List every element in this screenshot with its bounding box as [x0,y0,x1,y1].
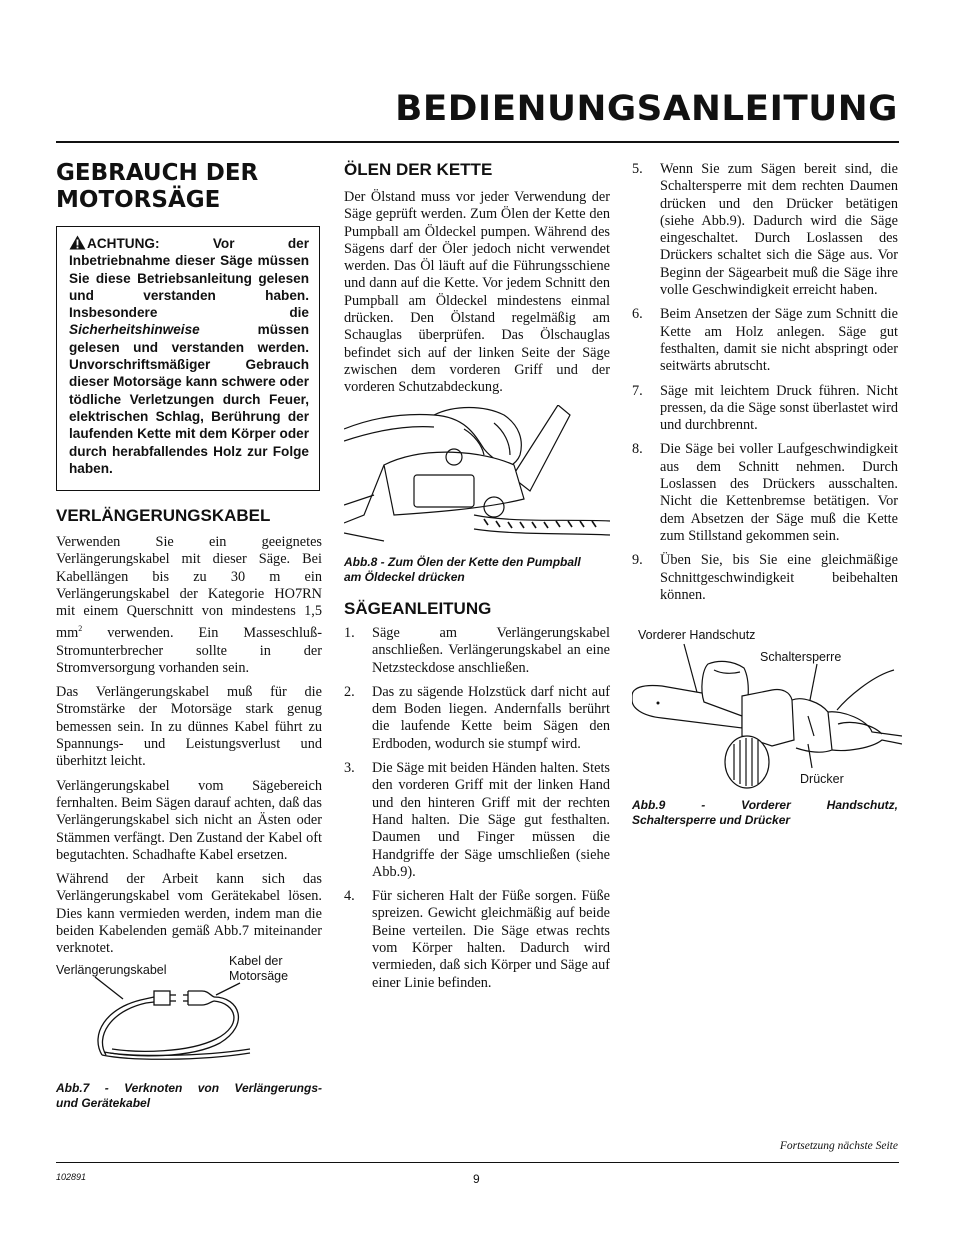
fig7-caption-line-1: Abb.7 - Verknoten von Verlängerungs- [56,1081,322,1095]
step-number: 3. [344,760,355,777]
step-item [632,383,898,435]
step-number: 1. [344,625,355,641]
step-number: 2. [344,683,355,700]
step-number: 5. [632,161,643,177]
fig9-caption-line-1: Abb.9 - Vorderer Handschutz, [632,798,898,812]
step-number: 7. [632,382,643,399]
step-number: 8. [632,441,643,458]
cable-paragraph-1-b: verwenden. Ein Masseschluß-Stromunterbrecher sollte in der Stromversorgung vorhanden sein. [56,625,322,676]
page-title: BEDIENUNGSANLEITUNG [395,89,898,129]
cable-heading: VERLÄNGERUNGSKABEL [56,506,271,525]
saw-steps-continued [632,161,898,611]
fig7-caption [56,1081,322,1111]
section-title-line-1: GEBRAUCH DER [56,160,259,186]
step-number: 4. [344,888,355,905]
step-item [632,552,898,604]
saw-steps-list-continued [632,161,898,604]
oil-heading: ÖLEN DER KETTE [344,160,493,179]
superscript: 2 [78,624,83,634]
fig8-caption [344,555,614,585]
warning-text-main: ACHTUNG: Vor der Inbetriebnahme dieser Säge müssen Sie diese Betriebsanleitung gelesen und verstanden haben. Insbesondere die [69,236,309,321]
fig9-caption [632,798,898,828]
saw-steps-list [344,625,610,992]
step-item [632,441,898,545]
fig7-caption-line-2: und Gerätekabel [56,1096,151,1110]
cable-paragraph-1 [56,534,322,677]
saw-heading: SÄGEANLEITUNG [344,599,492,618]
footer-rule [56,1162,899,1163]
step-item [632,306,898,375]
step-text: Wenn Sie zum Sägen bereit sind, die Schaltersperre mit dem rechten Daumen drücken und den Drücker betätigen (siehe Abb.9). Dadurch wird die Säge eingeschaltet. Durch Loslassen des Drückers schaltet sich die Säge aus. Vor Beginn der Sägearbeit muß die Säge ihre volle Geschwindigkeit erreicht haben. [660,161,898,299]
step-item [632,161,898,299]
step-text: Beim Ansetzen der Säge zum Schnitt die Kette am Holz anlegen. Säge gut festhalten, damit sie nicht abspringt oder seitwärts abrutscht. [660,306,898,375]
header-rule [56,141,899,143]
fig8-caption-line-2: am Öldeckel drücken [344,570,465,584]
step-item [344,888,610,992]
section-title-line-2: MOTORSÄGE [56,187,221,213]
fig7-label-saw-cable-line-1: Kabel der [229,954,283,968]
oil-text: Der Ölstand muss vor jeder Verwendung der Säge geprüft werden. Zum Ölen der Kette den Pumpball am Öldeckel pumpen. Während des Sägens darf der Öler jedoch nicht verwendet werden. Das Öl läuft auf die Führungsschiene und dann auf die Kette. Vor jedem Schnitt den Pumpball am Öldeckel mindestens einmal drücken. Den Ölstand regelmäßig am Schauglas überprüfen. Das Ölschauglas befindet sich auf der linken Seite der Säge zwischen dem vorderen Griff und der vorderen Schutzabdeckung. [344,189,610,396]
step-number: 9. [632,552,643,569]
continued-note: Fortsetzung nächste Seite [779,1140,898,1152]
cable-paragraph-1-a: Verwenden Sie ein geeignetes Verlängerungskabel mit dieser Säge. Bei Kabellängen bis zu 30 m ein Verlängerungskabel der Kategorie HO7RN mit einem Querschnitt von mindestens 1,5 mm [56,534,322,642]
step-text: Für sicheren Halt der Füße sorgen. Füße spreizen. Gewicht gleichmäßig auf beide Beine verteilen. Die Säge etwas rechts vom Körper halten. Dadurch wird vermieden, daß sich Körper und Säge auf einer Linie befinden. [372,888,610,991]
cable-paragraph-4: Während der Arbeit kann sich das Verlängerungskabel vom Gerätekabel lösen. Dies kann vermieden werden, indem man die beiden Kabelenden gemäß Abb.7 miteinander verknotet. [56,871,322,957]
fig7-label-extension-cable: Verlängerungskabel [56,963,167,977]
step-text: Üben Sie, bis Sie eine gleichmäßige Schnittgeschwindigkeit beibehalten können. [660,552,898,603]
cable-knot-illustration [90,975,270,1065]
step-text: Die Säge bei voller Laufgeschwindigkeit aus dem Schnitt nehmen. Durch Loslassen des Drückers ausschalten. Nicht die Kettenbremse betätigen. Vor dem Absetzen der Säge muß die Kette zum Stillstand gekommen sein. [660,441,898,544]
step-number: 6. [632,306,643,323]
step-text: Säge am Verlängerungskabel anschließen. Verlängerungskabel an eine Netzsteckdose anschließen. [372,625,610,676]
warning-text [69,235,309,477]
fig9-caption-line-2: Schaltersperre und Drücker [632,813,791,827]
fig9-label-switch-lock: Schaltersperre [760,650,842,664]
step-item [344,760,610,881]
fig9-label-trigger: Drücker [800,772,844,786]
step-item [344,625,610,677]
warning-text-end: müssen gelesen und verstanden werden. Unvorschriftsmäßiger Gebrauch dieser Motorsäge kann schwere oder tödliche Verletzungen durch Feuer, elektrischen Schlag, Berührung der laufenden Kette mit dem Körper oder durch herabfallendes Holz zur Folge haben. [69,322,309,476]
fig8-caption-line-1: Abb.8 - Zum Ölen der Kette den Pumpball [344,555,581,569]
step-text: Die Säge mit beiden Händen halten. Stets den vorderen Griff mit der linken Hand und den hinteren Griff mit der rechten Hand halten. Die Säge gut festhalten. Daumen und Finger müssen die Handgriffe der Säge umschließen (siehe Abb.9). [372,760,610,880]
oil-pump-illustration [344,405,610,545]
section-title [56,160,258,214]
saw-steps [344,625,610,999]
document-number: 102891 [56,1172,87,1182]
cable-paragraph-3: Verlängerungskabel vom Sägebereich fernhalten. Beim Sägen darauf achten, daß das Verlängerungskabel sich nicht an Ästen oder Stämmen verfängt. Den Zustand der Kabel oft begutachten. Schadhafte Kabel ersetzen. [56,777,322,863]
cable-paragraph-2: Das Verlängerungskabel muß für die Stromstärke der Motorsäge stark genug bemessen sein. In zu dünnes Kabel führt zu Spannungs- und Leistungsverlust und überhitzt leicht. [56,684,322,770]
warning-emphasis: Sicherheitshinweise [69,322,200,338]
warning-triangle-icon [69,235,86,250]
saw-handles-illustration [632,640,902,790]
cable-text [56,534,322,965]
step-text: Säge mit leichtem Druck führen. Nicht pressen, da die Säge sonst überlastet wird und durchbrennt. [660,382,898,434]
fig9-label-guard: Vorderer Handschutz [638,628,756,642]
page-number: 9 [473,1172,480,1186]
step-item [344,684,610,753]
step-text: Das zu sägende Holzstück darf nicht auf dem Boden liegen. Andernfalls berührt die laufende Kette beim Sägen den Erdboden, wodurch sie stumpf wird. [372,683,610,752]
fig7-label-saw-cable-line-2: Motorsäge [229,969,289,983]
